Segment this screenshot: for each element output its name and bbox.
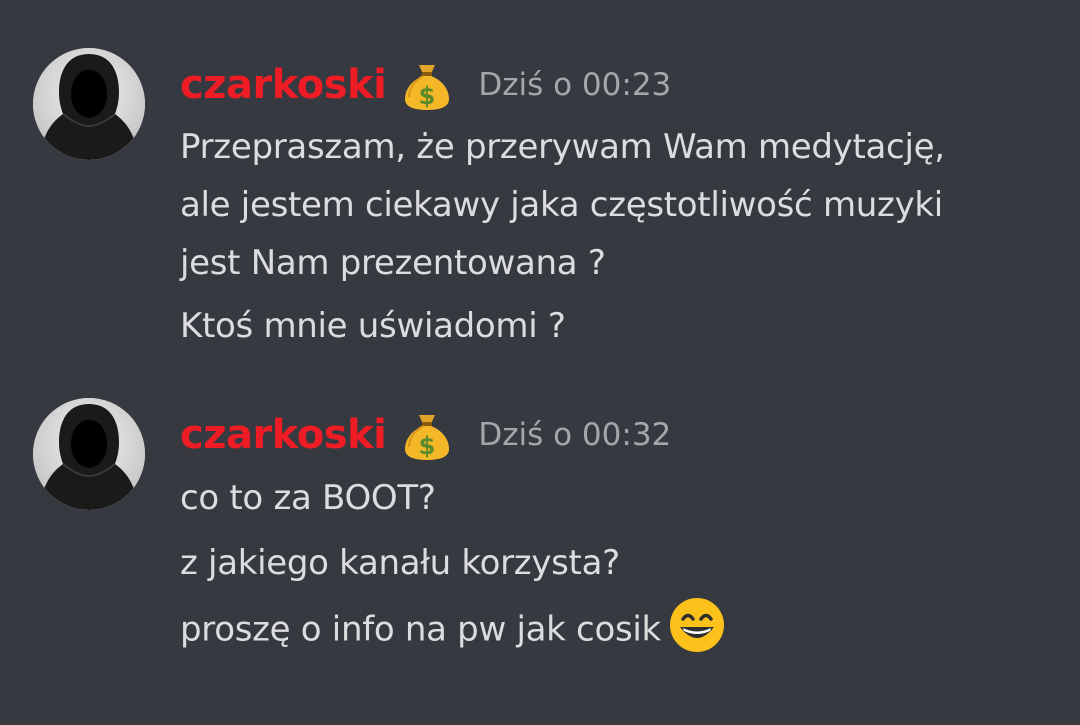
hooded-figure-icon bbox=[33, 398, 145, 510]
message-header bbox=[180, 55, 671, 115]
avatar[interactable] bbox=[33, 48, 145, 160]
message-line: Ktoś mnie uświadomi ? bbox=[180, 306, 566, 346]
svg-text:$: $ bbox=[418, 432, 436, 460]
message-line: co to za BOOT? bbox=[180, 478, 436, 518]
money-bag-icon bbox=[402, 59, 452, 111]
message-text: proszę o info na pw jak cosik bbox=[180, 609, 661, 650]
message-header bbox=[180, 405, 671, 465]
message-line: z jakiego kanału korzysta? bbox=[180, 543, 620, 583]
message-line: jest Nam prezentowana ? bbox=[180, 243, 606, 283]
timestamp: Dziś o 00:23 bbox=[478, 67, 672, 103]
svg-text:$: $ bbox=[418, 82, 436, 110]
hooded-figure-icon bbox=[33, 48, 145, 160]
timestamp: Dziś o 00:32 bbox=[478, 417, 672, 453]
message-line bbox=[180, 603, 725, 659]
grinning-face-icon bbox=[669, 597, 725, 653]
username[interactable]: czarkoski bbox=[180, 62, 387, 108]
message-line: Przepraszam, że przerywam Wam medytację, bbox=[180, 127, 945, 167]
message-line: ale jestem ciekawy jaka częstotliwość muzyki bbox=[180, 185, 943, 225]
avatar[interactable] bbox=[33, 398, 145, 510]
money-bag-icon bbox=[402, 409, 452, 461]
username[interactable]: czarkoski bbox=[180, 412, 387, 458]
